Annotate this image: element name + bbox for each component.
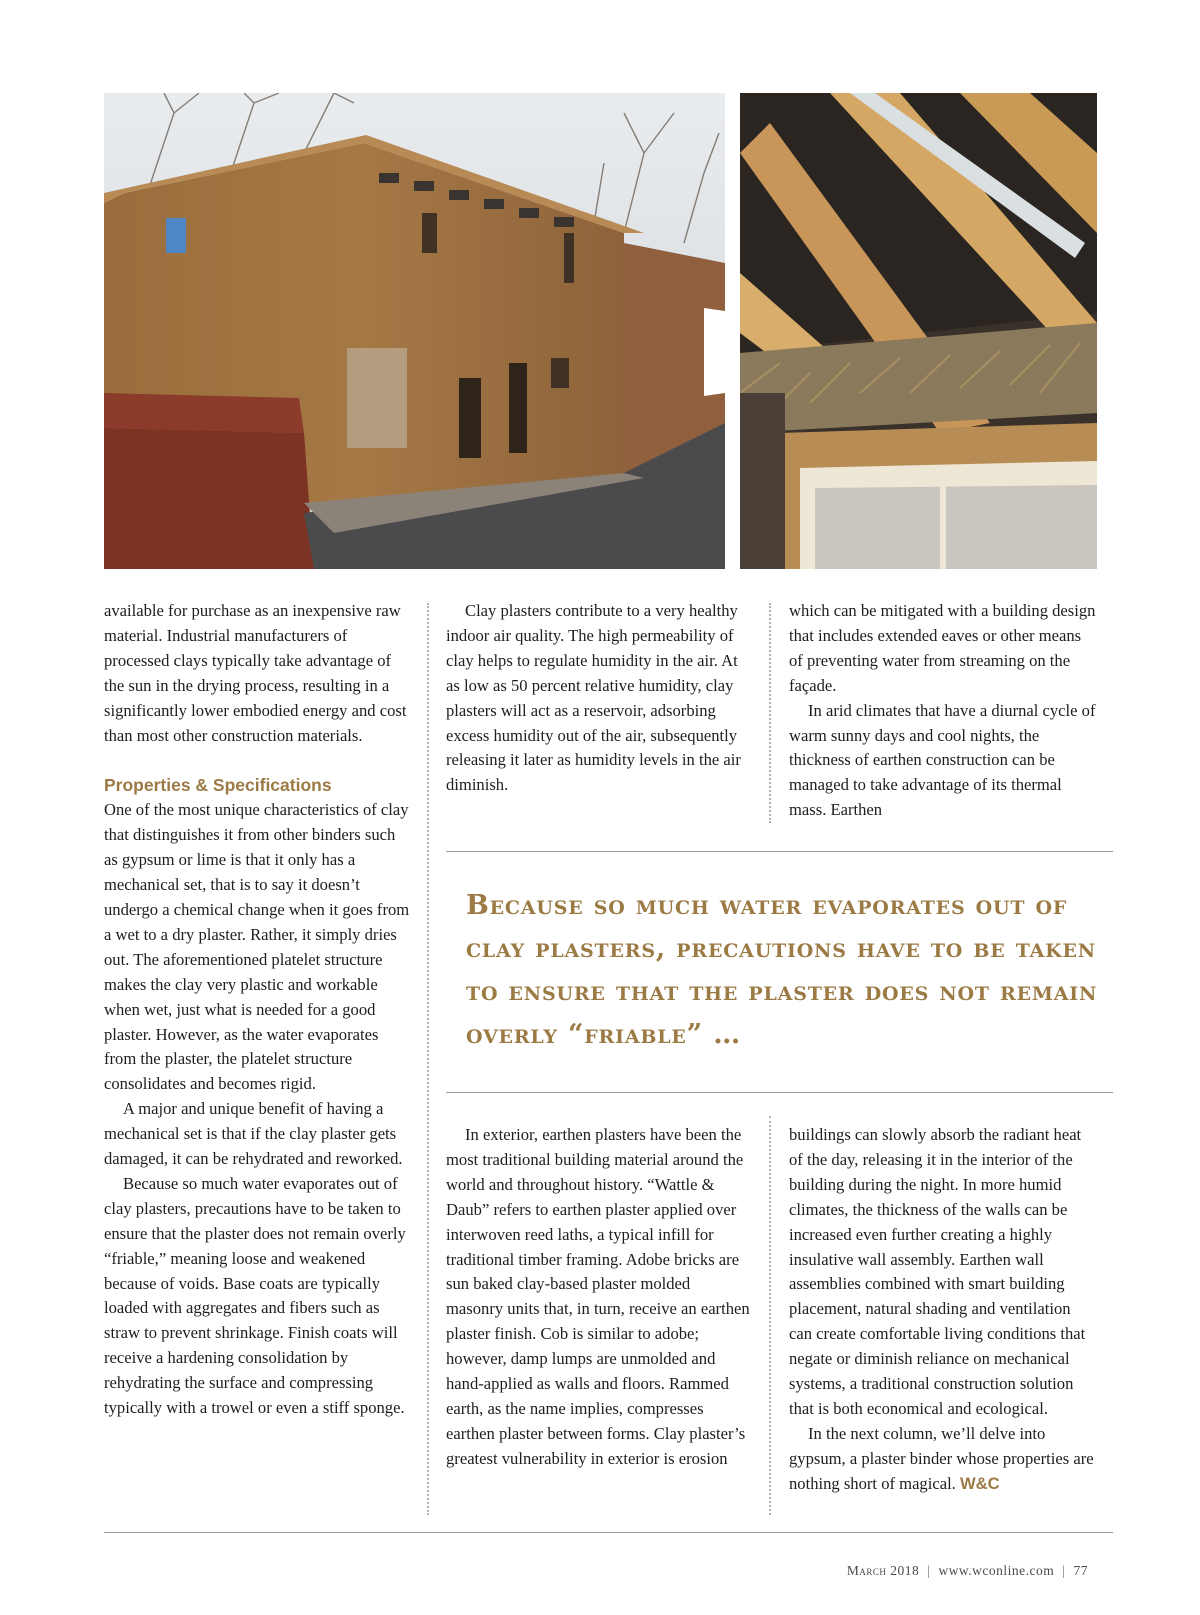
body-paragraph: A major and unique benefit of having a mechanical set is that if the clay plaster gets damaged, it can be rehydrated and reworked. (104, 1099, 403, 1169)
body-paragraph: In arid climates that have a diurnal cycle of warm sunny days and cool nights, the thickness of earthen construction can be managed to take advantage of its thermal mass. Earthen (789, 700, 1096, 820)
article-column-3 (789, 599, 1097, 823)
body-paragraph (789, 1422, 1097, 1497)
article-column-1 (104, 599, 410, 1421)
article-column-2 (446, 599, 751, 798)
body-paragraph: One of the most unique characteristics of clay that distinguishes it from other binders such as gypsum or lime is that it only has a mechanical set, that is to say it doesn’t undergo a chemical change when it goes from a wet to a dry plaster. Rather, it simply dries out. The aforementioned platelet structure makes the clay very plastic and workable when wet, just what is needed for a good plaster. However, as the water evaporates from the plaster, the platelet structure consolidates and becomes rigid. (104, 800, 410, 1094)
adobe-building-photo (104, 93, 725, 569)
end-mark: W&C (960, 1473, 1000, 1493)
closing-sentence: In the next column, we’ll delve into gypsum, a plaster binder whose properties are nothing short of magical. (789, 1423, 1094, 1493)
article-column-6 (789, 1123, 1097, 1497)
timber-ceiling-photo (740, 93, 1097, 569)
issue-date: March 2018 (846, 1563, 920, 1578)
body-paragraph: buildings can slowly absorb the radiant heat of the day, releasing it in the interior of the building during the night. In more humid climates, the thickness of the walls can be increased even further creating a highly insulative wall assembly. Earthen wall assemblies combined with smart building placement, natural shading and ventilation can create comfortable living conditions that negate or diminish reliance on mechanical systems, a traditional construction solution that is both economical and ecological. (789, 1125, 1086, 1418)
body-paragraph: which can be mitigated with a building design that includes extended eaves or other means of preventing water from streaming on the façade. (789, 601, 1096, 695)
pull-quote-rule-top (446, 851, 1113, 852)
column-divider (769, 1116, 771, 1515)
body-paragraph: In exterior, earthen plasters have been the most traditional building material around the world and throughout history. “Wattle & Daub” refers to earthen plaster applied over interwoven reed laths, a typical infill for traditional timber framing. Adobe bricks are sun baked clay-based plaster molded masonry units that, in turn, receive an earthen plaster finish. Cob is similar to adobe; however, damp lumps are unmolded and hand-applied as walls and floors. Rammed earth, as the name implies, compresses earthen plaster between forms. Clay plaster’s greatest vulnerability in exterior is erosion (446, 1125, 750, 1468)
footer-separator: | (1062, 1563, 1066, 1578)
page-number: 77 (1073, 1563, 1088, 1578)
body-paragraph: available for purchase as an inexpensive raw material. Industrial manufacturers of processed clays typically take advantage of the sun in the drying process, resulting in a significantly lower embodied energy and cost than most other construction materials. (104, 601, 407, 745)
footer-rule (104, 1532, 1113, 1533)
article-column-5 (446, 1123, 751, 1472)
section-heading: Properties & Specifications (104, 775, 332, 796)
pull-quote-rule-bottom (446, 1092, 1113, 1093)
footer-separator: | (927, 1563, 931, 1578)
column-divider (769, 603, 771, 823)
column-divider (427, 603, 429, 1515)
website-link[interactable]: www.wconline.com (938, 1563, 1055, 1578)
pull-quote: Because so much water evaporates out of clay plasters, precautions have to be taken to ensure that the plaster does not remain overly “friable” … (466, 890, 1098, 1050)
page-footer (847, 1563, 1088, 1579)
body-paragraph: Clay plasters contribute to a very healthy indoor air quality. The high permeability of clay helps to regulate humidity in the air. At as low as 50 percent relative humidity, clay plasters will act as a reservoir, adsorbing excess humidity out of the air, subsequently releasing it later as humidity levels in the air diminish. (446, 601, 741, 795)
body-paragraph: Because so much water evaporates out of clay plasters, precautions have to be taken to ensure that the plaster does not remain overly “friable,” meaning loose and weakened because of voids. Base coats are typically loaded with aggregates and fibers such as straw to prevent shrinkage. Finish coats will receive a hardening consolidation by rehydrating the surface and compressing typically with a trowel or even a stiff sponge. (104, 1173, 406, 1418)
